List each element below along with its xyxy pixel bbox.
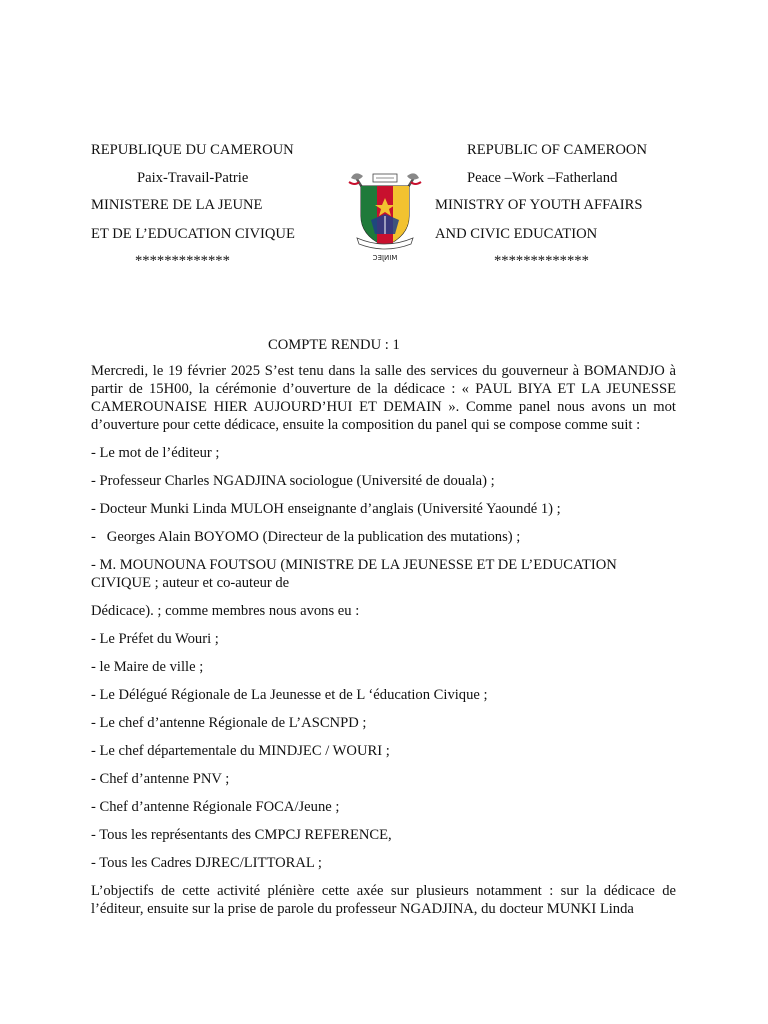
list-item: - Tous les représentants des CMPCJ REFERENCE, (91, 827, 392, 843)
header-right-ministry-1: MINISTRY OF YOUTH AFFAIRS (435, 197, 643, 213)
report-title: COMPTE RENDU : 1 (268, 337, 400, 353)
list-item: - Le mot de l’éditeur ; (91, 445, 220, 461)
coat-of-arms-emblem (345, 168, 425, 264)
report-body (91, 362, 676, 918)
header-left-ministry-2: ET DE L’EDUCATION CIVIQUE (91, 226, 295, 242)
header-right-motto: Peace –Work –Fatherland (467, 170, 618, 186)
list-item: - le Maire de ville ; (91, 659, 204, 675)
list-item: - Chef d’antenne Régionale FOCA/Jeune ; (91, 799, 340, 815)
header-right-country: REPUBLIC OF CAMEROON (467, 142, 648, 158)
list-item: - Tous les Cadres DJREC/LITTORAL ; (91, 855, 322, 871)
list-item: - Le chef d’antenne Régionale de L’ASCNPD ; (91, 715, 367, 731)
header-right-stars: ************* (494, 253, 589, 269)
objectives-paragraph: L’objectifs de cette activité plénière cette axée sur plusieurs notamment : sur la dédicace de l’éditeur, ensuite sur la prise de parole du professeur NGADJINA, du docteur MUNKI Linda (91, 883, 676, 917)
list-item: - Le Préfet du Wouri ; (91, 631, 219, 647)
list-item: - Georges Alain BOYOMO (Directeur de la publication des mutations) ; (91, 529, 521, 545)
list-item: - Le Délégué Régionale de La Jeunesse et de L ‘éducation Civique ; (91, 687, 488, 703)
intro-paragraph: Mercredi, le 19 février 2025 S’est tenu dans la salle des services du gouverneur à BOMANDJO à partir de 15H00, la cérémonie d’ouverture de la dédicace : « PAUL BIYA ET LA JEUNESSE CAMEROUNAISE HIER AUJOURD’HUI ET DEMAIN ». Comme panel nous avons un mot d’ouverture pour cette dédicace, ensuite la composition du panel qui se compose comme suit : (91, 363, 676, 433)
list-item: - Docteur Munki Linda MULOH enseignante d’anglais (Université Yaoundé 1) ; (91, 501, 561, 517)
header-left-motto: Paix-Travail-Patrie (137, 170, 249, 186)
list-item: - Chef d’antenne PNV ; (91, 771, 230, 787)
header-left-stars: ************* (135, 253, 230, 269)
shield-icon (361, 186, 409, 246)
list-item: - Le chef départementale du MINDJEC / WOURI ; (91, 743, 390, 759)
header-left-country: REPUBLIQUE DU CAMEROUN (91, 142, 294, 158)
members-intro: Dédicace). ; comme membres nous avons eu : (91, 603, 360, 619)
header-left-ministry-1: MINISTERE DE LA JEUNE (91, 197, 263, 213)
svg-text:MINJEC: MINJEC (372, 254, 398, 262)
list-item: - Professeur Charles NGADJINA sociologue (Université de douala) ; (91, 473, 495, 489)
header-right-ministry-2: AND CIVIC EDUCATION (435, 226, 598, 242)
list-item: - M. MOUNOUNA FOUTSOU (MINISTRE DE LA JEUNESSE ET DE L’EDUCATION CIVIQUE ; auteur et co-auteur de (91, 557, 617, 591)
